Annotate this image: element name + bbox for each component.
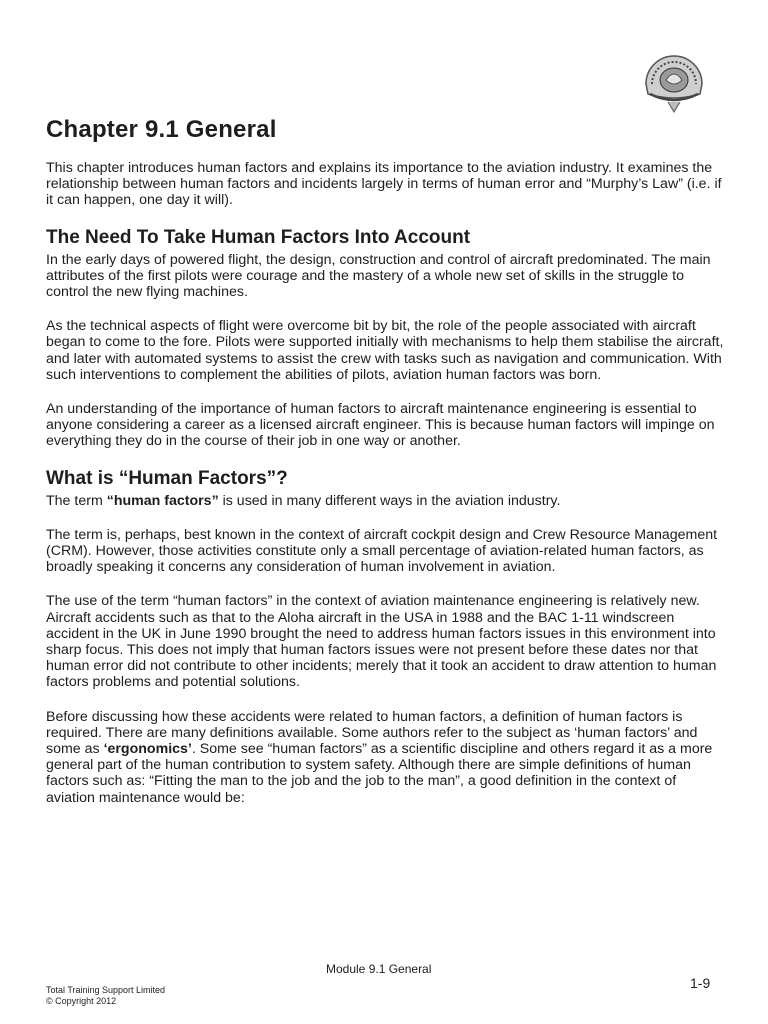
seal-logo-icon	[640, 50, 708, 118]
what-paragraph-2: The term is, perhaps, best known in the context of aircraft cockpit design and Crew Resource Management (CRM). However, those activities constitute only a small percentage of aviation-related human factors, as broadly speaking it concerns any consideration of human involvement in aviation.	[46, 526, 718, 576]
main-content	[46, 160, 726, 824]
term-human-factors: “human factors”	[106, 492, 219, 509]
what-p4-text-end: . Some see “human factors” as a scientific discipline and others regard it as a more general part of the human contribution to system safety. Although there are simple definitions of human factors such as: “Fitting the man to the job and the job to the man”, a good definition in the context of aviation maintenance would be:	[46, 741, 713, 806]
need-paragraph-3: An understanding of the importance of human factors to aircraft maintenance engineering is essential to anyone considering a career as a licensed aircraft engineer. This is because human factors will impinge on everything they do in the course of their job in one way or another.	[46, 401, 715, 450]
need-paragraph-2: As the technical aspects of flight were overcome bit by bit, the role of the people associated with aircraft began to come to the fore. Pilots were supported initially with mechanisms to help them stabilise the aircraft, and later with automated systems to assist the crew with tasks such as navigation and communication. With such interventions to complement the abilities of pilots, aviation human factors was born.	[46, 318, 724, 383]
footer-company-name: Total Training Support Limited	[46, 985, 166, 995]
page-number: 1-9	[690, 975, 711, 991]
section-heading-what: What is “Human Factors”?	[46, 467, 288, 489]
section-heading-need: The Need To Take Human Factors Into Account	[46, 226, 471, 248]
what-p4-text: Before discussing how these accidents were related to human factors, a definition of human factors is required. There are many definitions available. Some authors refer to the subject as ‘human factors’ and some as	[46, 708, 698, 758]
what-paragraph-3: The use of the term “human factors” in the context of aviation maintenance engineering is relatively new. Aircraft accidents such as that to the Aloha aircraft in the USA in 1988 and the BAC 1-11 windscreen accident in the UK in June 1990 brought the need to address human factors issues in this environment into sharp focus. This does not imply that human factors issues were not present before these dates nor that human error did not contribute to other incidents; merely that it took an accident to draw attention to human factors problems and potential solutions.	[46, 593, 717, 691]
chapter-title: Chapter 9.1 General	[46, 116, 277, 143]
need-paragraph-1: In the early days of powered flight, the design, construction and control of aircraft predominated. The main attributes of the first pilots were courage and the mastery of a whole new set of skills in the struggle to control the new flying machines.	[46, 251, 711, 301]
what-paragraph-1	[46, 493, 726, 509]
what-paragraph-4	[46, 709, 726, 806]
what-p1-text: The term	[46, 492, 107, 509]
footer-module-label: Module 9.1 General	[326, 962, 432, 976]
what-p1-text-end: is used in many different ways in the aviation industry.	[218, 492, 561, 509]
footer-copyright: © Copyright 2012	[46, 996, 117, 1006]
footer-company	[46, 985, 165, 1007]
term-ergonomics: ‘ergonomics’	[103, 741, 192, 758]
intro-paragraph: This chapter introduces human factors and explains its importance to the aviation industry. It examines the relationship between human factors and incidents largely in terms of human error and “Murphy’s Law” (i.e. if it can happen, one day it will).	[46, 160, 722, 209]
